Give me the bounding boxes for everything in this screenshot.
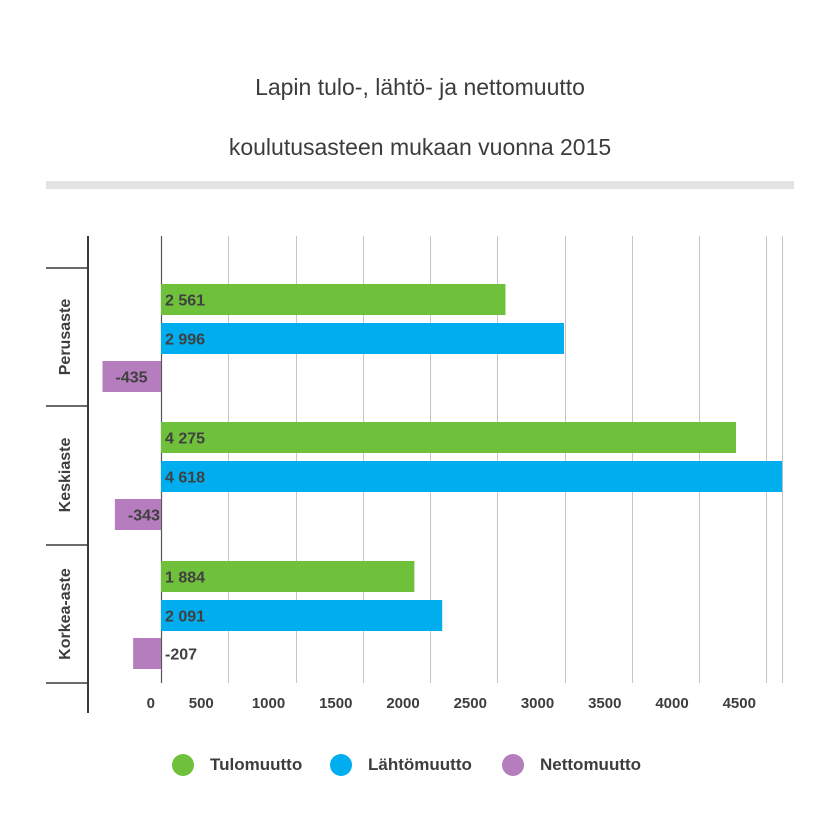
legend-item-tulomuutto	[172, 754, 302, 776]
x-tick-label-4000: 4000	[655, 695, 689, 712]
legend-swatch-tulomuutto	[172, 754, 194, 776]
data-label-nettomuutto-korkea-aste: -207	[165, 646, 198, 664]
x-tick-label-1500: 1500	[319, 695, 353, 712]
x-tick-label-4500: 4500	[722, 695, 756, 712]
bar-tulomuutto-keskiaste	[161, 422, 736, 453]
data-label-lahtomuutto-perusaste: 2 996	[165, 331, 206, 349]
data-label-tulomuutto-perusaste: 2 561	[165, 292, 206, 310]
chart-title-line1: Lapin tulo-, lähtö- ja nettomuutto	[255, 74, 585, 100]
data-label-lahtomuutto-keskiaste: 4 618	[165, 469, 206, 487]
x-tick-label-1000: 1000	[251, 695, 286, 712]
chart-title-line2: koulutusasteen mukaan vuonna 2015	[228, 134, 612, 160]
data-label-lahtomuutto-korkea-aste: 2 091	[165, 608, 206, 626]
bar-nettomuutto-korkea-aste	[133, 638, 161, 669]
legend-label-tulomuutto: Tulomuutto	[210, 755, 303, 774]
data-label-nettomuutto-keskiaste: -343	[127, 507, 160, 525]
x-tick-label-0: 0	[146, 695, 155, 712]
bar-lahtomuutto-keskiaste	[161, 461, 782, 492]
legend-item-nettomuutto	[502, 754, 641, 776]
legend-swatch-lahtomuutto	[330, 754, 352, 776]
legend-swatch-nettomuutto	[502, 754, 524, 776]
x-tick-labels	[147, 695, 756, 712]
x-tick-label-3500: 3500	[588, 695, 622, 712]
legend-label-lahtomuutto: Lähtömuutto	[368, 755, 472, 774]
category-label-korkea-aste: Korkea-aste	[57, 568, 74, 660]
x-tick-label-2500: 2500	[453, 695, 487, 712]
data-label-tulomuutto-korkea-aste: 1 884	[165, 569, 206, 587]
x-tick-label-500: 500	[188, 695, 214, 712]
bar-tulomuutto-perusaste	[161, 284, 505, 315]
category-label-perusaste: Perusaste	[57, 298, 74, 376]
legend-label-nettomuutto: Nettomuutto	[540, 755, 642, 774]
category-labels	[57, 299, 74, 660]
legend	[0, 754, 840, 784]
data-label-nettomuutto-perusaste: -435	[115, 369, 148, 387]
legend-item-lahtomuutto	[330, 754, 472, 776]
x-tick-label-3000: 3000	[520, 695, 555, 712]
data-labels	[115, 293, 205, 664]
x-tick-label-2000: 2000	[386, 695, 420, 712]
category-label-keskiaste: Keskiaste	[57, 437, 74, 513]
bar-lahtomuutto-perusaste	[161, 323, 564, 354]
data-label-tulomuutto-keskiaste: 4 275	[165, 430, 206, 448]
